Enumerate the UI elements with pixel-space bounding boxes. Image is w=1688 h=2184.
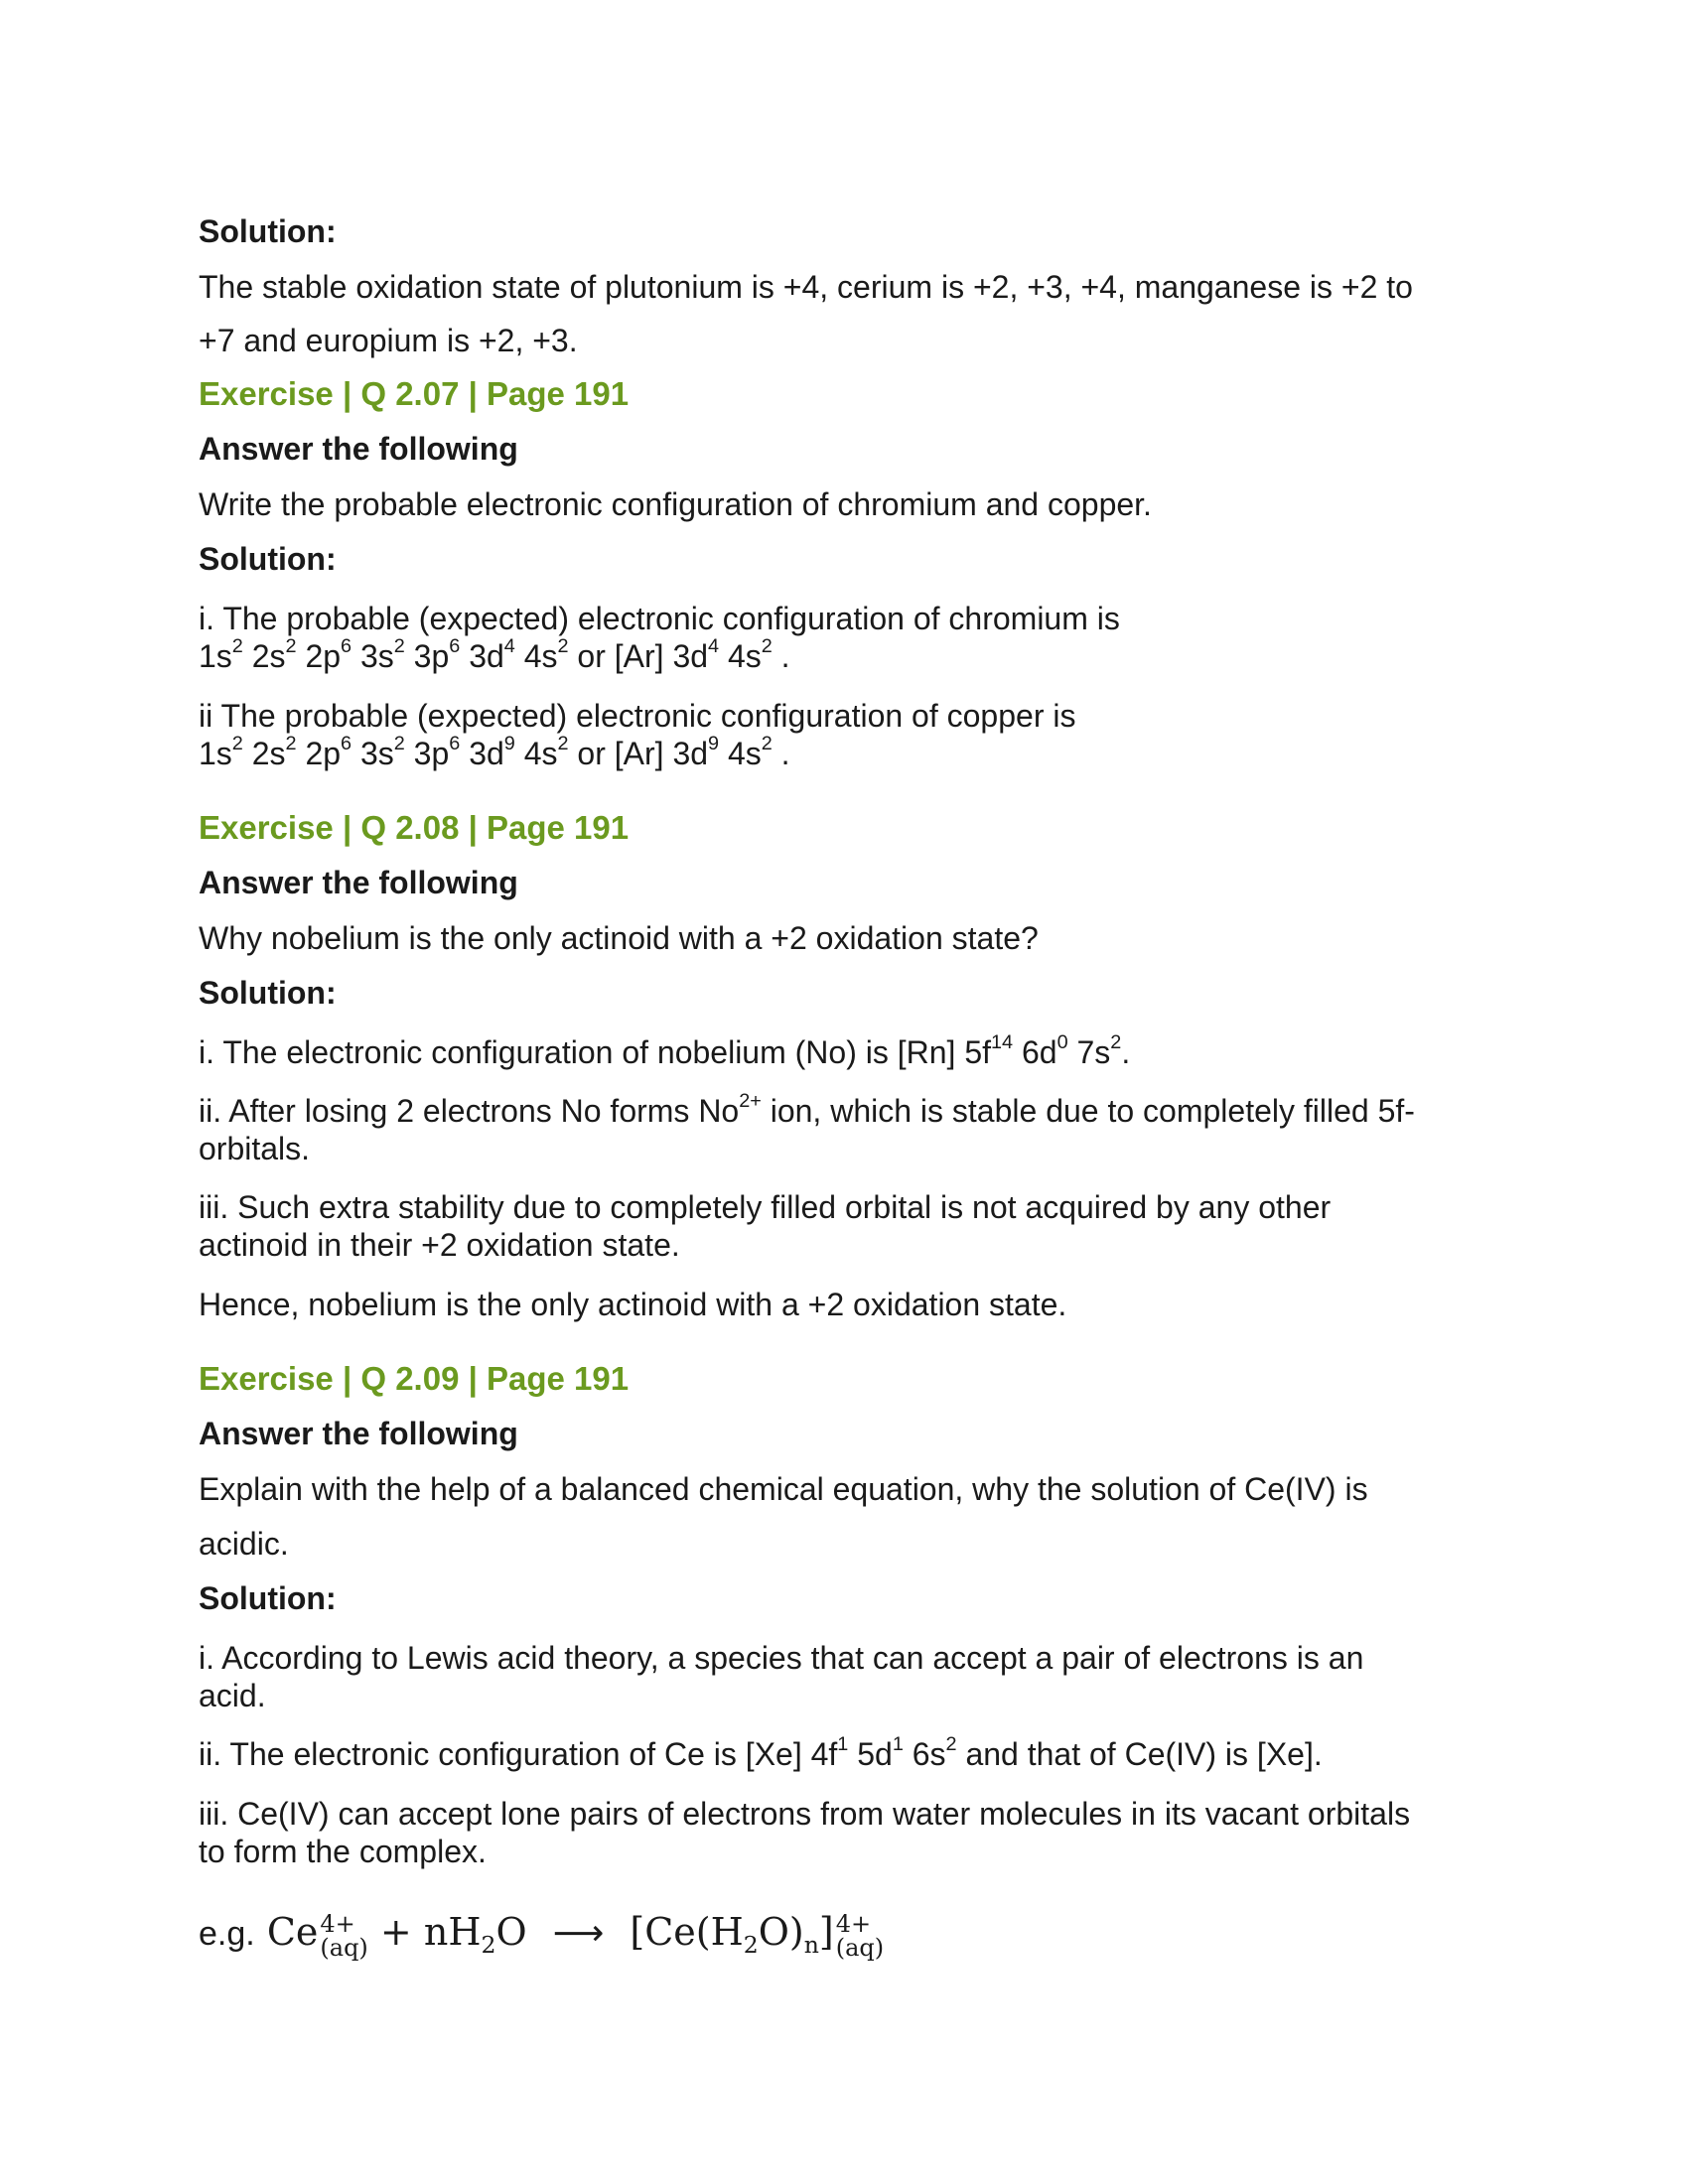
solution-text: i. The electronic configuration of nobelium (No) is [Rn] $5f^{14}$ $6d^0$ $7s^2$. bbox=[199, 1031, 1131, 1070]
solution-label: Solution: bbox=[199, 975, 337, 1011]
solution-text: actinoid in their +2 oxidation state. bbox=[199, 1227, 680, 1263]
solution-text: iii. Such extra stability due to completely filled orbital is not acquired by any other bbox=[199, 1189, 1332, 1225]
solution-text: i. According to Lewis acid theory, a species that can accept a pair of electrons is an bbox=[199, 1640, 1364, 1676]
solution-text: The stable oxidation state of plutonium is +4, cerium is +2, +3, +4, manganese is +2 to bbox=[199, 269, 1413, 305]
solution-text: orbitals. bbox=[199, 1131, 311, 1166]
solution-label: Solution: bbox=[199, 541, 337, 577]
solution-text: ii. After losing 2 electrons No forms $No^{2+}$ ion, which is stable due to completely filled 5f- bbox=[199, 1090, 1415, 1129]
solution-label: Solution: bbox=[199, 1580, 337, 1616]
solution-text: ii The probable (expected) electronic configuration of copper is bbox=[199, 698, 1076, 734]
solution-label: Solution: bbox=[199, 213, 337, 249]
question-text: Why nobelium is the only actinoid with a +2 oxidation state? bbox=[199, 920, 1039, 956]
question-text: Explain with the help of a balanced chemical equation, why the solution of Ce(IV) is bbox=[199, 1471, 1368, 1507]
question-text: acidic. bbox=[199, 1526, 289, 1562]
question-prompt: Answer the following bbox=[199, 865, 518, 900]
question-prompt: Answer the following bbox=[199, 1416, 518, 1451]
question-prompt: Answer the following bbox=[199, 431, 518, 467]
chemical-equation: e.g. Ce 4+ (aq) + $nH_2O$ ⟶ $[Ce(H_2O)_n]$ 4+ (aq) bbox=[199, 1909, 885, 1962]
solution-text: to form the complex. bbox=[199, 1834, 487, 1869]
solution-text: +7 and europium is +2, +3. bbox=[199, 323, 578, 358]
solution-text: Hence, nobelium is the only actinoid with a +2 oxidation state. bbox=[199, 1287, 1067, 1322]
exercise-heading: Exercise | Q 2.08 | Page 191 bbox=[199, 809, 630, 846]
electron-configuration: $1s^2$ $2s^2$ $2p^6$ $3s^2$ $3p^6$ $3d^9$ $4s^2$ or [Ar] $3d^9$ $4s^2$ . bbox=[199, 733, 790, 771]
solution-text: ii. The electronic configuration of Ce is [Xe] $4f^1$ $5d^1$ $6s^2$ and that of Ce(IV) is [Xe]. bbox=[199, 1733, 1323, 1772]
exercise-heading: Exercise | Q 2.09 | Page 191 bbox=[199, 1360, 630, 1397]
solution-text: acid. bbox=[199, 1678, 266, 1713]
solution-text: iii. Ce(IV) can accept lone pairs of electrons from water molecules in its vacant orbitals bbox=[199, 1796, 1411, 1832]
question-text: Write the probable electronic configuration of chromium and copper. bbox=[199, 486, 1152, 522]
exercise-heading: Exercise | Q 2.07 | Page 191 bbox=[199, 375, 630, 412]
electron-configuration: $1s^2$ $2s^2$ $2p^6$ $3s^2$ $3p^6$ $3d^4$ $4s^2$ or [Ar] $3d^4$ $4s^2$ . bbox=[199, 635, 790, 674]
solution-text: i. The probable (expected) electronic configuration of chromium is bbox=[199, 601, 1120, 636]
